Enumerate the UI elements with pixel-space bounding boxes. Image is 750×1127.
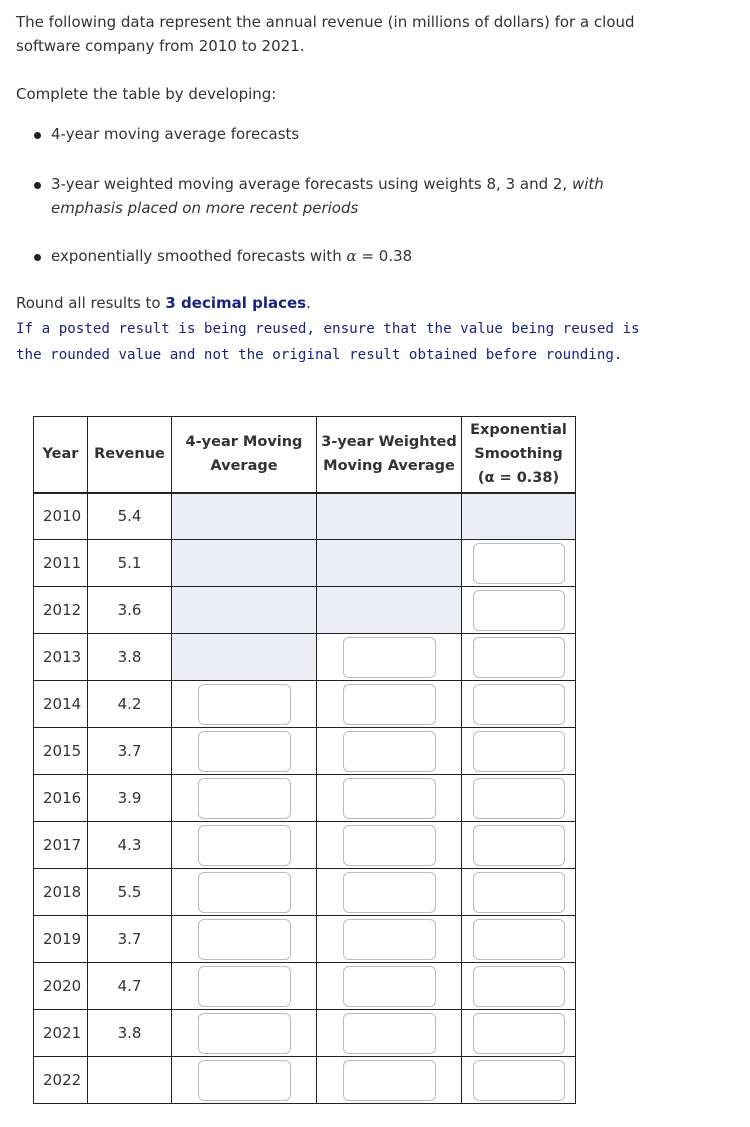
year-cell: 2022 [34, 1057, 88, 1104]
moving-average-cell [172, 1057, 317, 1104]
reuse-note: If a posted result is being reused, ensure that the value being reused is the rounded value and not the original result obtained before rounding. [16, 321, 640, 363]
revenue-cell: 3.9 [88, 775, 172, 822]
weighted-moving-average-cell [317, 1010, 462, 1057]
bullet-dot-icon [34, 254, 41, 261]
weighted-moving-average-input[interactable] [343, 966, 436, 1007]
year-cell: 2013 [34, 634, 88, 681]
table-header-row [34, 417, 576, 493]
moving-average-input[interactable] [198, 825, 291, 866]
table-row [34, 540, 576, 587]
rounding-suffix: . [306, 294, 311, 312]
revenue-cell: 3.8 [88, 1010, 172, 1057]
bullet-text: exponentially smoothed forecasts with [51, 247, 347, 265]
rounding-prefix: Round all results to [16, 294, 166, 312]
year-cell: 2019 [34, 916, 88, 963]
moving-average-cell [172, 1010, 317, 1057]
table-row [34, 493, 576, 540]
table-row [34, 1057, 576, 1104]
table-row [34, 869, 576, 916]
exponential-smoothing-input[interactable] [473, 1060, 565, 1101]
moving-average-cell [172, 681, 317, 728]
weighted-moving-average-cell [317, 1057, 462, 1104]
exponential-smoothing-cell [462, 1010, 576, 1057]
table-row [34, 822, 576, 869]
exponential-smoothing-cell [462, 728, 576, 775]
exponential-smoothing-input[interactable] [473, 637, 565, 678]
year-cell: 2020 [34, 963, 88, 1010]
weighted-moving-average-input[interactable] [343, 919, 436, 960]
alpha-symbol: α [346, 247, 357, 265]
weighted-moving-average-input[interactable] [343, 1013, 436, 1054]
header-es-line2: Smoothing [474, 446, 563, 463]
year-cell: 2012 [34, 587, 88, 634]
exponential-smoothing-input[interactable] [473, 590, 565, 631]
moving-average-cell [172, 822, 317, 869]
bullet-text: 4-year moving average forecasts [51, 125, 300, 143]
header-weighted-moving-average: 3-year Weighted Moving Average [317, 417, 462, 493]
moving-average-cell [172, 963, 317, 1010]
revenue-cell: 4.7 [88, 963, 172, 1010]
rounding-instruction [16, 291, 311, 315]
moving-average-disabled-cell [172, 587, 317, 634]
year-cell: 2011 [34, 540, 88, 587]
header-moving-average: 4-year Moving Average [172, 417, 317, 493]
exponential-smoothing-cell [462, 540, 576, 587]
exponential-smoothing-cell [462, 587, 576, 634]
exponential-smoothing-input[interactable] [473, 731, 565, 772]
revenue-cell: 4.3 [88, 822, 172, 869]
weighted-moving-average-input[interactable] [343, 637, 436, 678]
moving-average-input[interactable] [198, 1013, 291, 1054]
bullet-emphasis-text: with emphasis placed on more recent periods [51, 175, 604, 217]
table-row [34, 916, 576, 963]
year-cell: 2021 [34, 1010, 88, 1057]
weighted-moving-average-input[interactable] [343, 825, 436, 866]
weighted-moving-average-cell [317, 775, 462, 822]
moving-average-input[interactable] [198, 731, 291, 772]
bullet-moving-average [34, 122, 674, 146]
table-row [34, 1010, 576, 1057]
exponential-smoothing-input[interactable] [473, 966, 565, 1007]
weighted-moving-average-input[interactable] [343, 872, 436, 913]
year-cell: 2015 [34, 728, 88, 775]
exponential-smoothing-input[interactable] [473, 825, 565, 866]
year-cell: 2016 [34, 775, 88, 822]
weighted-moving-average-cell [317, 822, 462, 869]
exponential-smoothing-disabled-cell [462, 493, 576, 540]
revenue-cell: 3.7 [88, 916, 172, 963]
header-exponential-smoothing [462, 417, 576, 493]
weighted-moving-average-disabled-cell [317, 587, 462, 634]
moving-average-input[interactable] [198, 919, 291, 960]
bullet-weighted-average [34, 172, 674, 220]
table-row [34, 775, 576, 822]
bullet-exponential-smoothing [34, 244, 674, 268]
exponential-smoothing-input[interactable] [473, 778, 565, 819]
table-row [34, 587, 576, 634]
weighted-moving-average-cell [317, 681, 462, 728]
moving-average-input[interactable] [198, 1060, 291, 1101]
weighted-moving-average-input[interactable] [343, 684, 436, 725]
moving-average-disabled-cell [172, 493, 317, 540]
moving-average-disabled-cell [172, 540, 317, 587]
header-es-line3: (α = 0.38) [477, 470, 560, 487]
table-row [34, 963, 576, 1010]
moving-average-input[interactable] [198, 778, 291, 819]
weighted-moving-average-cell [317, 916, 462, 963]
moving-average-input[interactable] [198, 872, 291, 913]
exponential-smoothing-cell [462, 634, 576, 681]
problem-intro: The following data represent the annual revenue (in millions of dollars) for a cloud software company from 2010 to 2021. [16, 13, 635, 55]
year-cell: 2010 [34, 493, 88, 540]
weighted-moving-average-disabled-cell [317, 540, 462, 587]
table-row [34, 728, 576, 775]
exponential-smoothing-cell [462, 775, 576, 822]
rounding-decimal-places: 3 decimal places [165, 294, 307, 312]
year-cell: 2014 [34, 681, 88, 728]
exponential-smoothing-input[interactable] [473, 919, 565, 960]
exponential-smoothing-input[interactable] [473, 684, 565, 725]
exponential-smoothing-input[interactable] [473, 1013, 565, 1054]
moving-average-input[interactable] [198, 966, 291, 1007]
revenue-cell: 3.8 [88, 634, 172, 681]
weighted-moving-average-cell [317, 634, 462, 681]
exponential-smoothing-cell [462, 681, 576, 728]
moving-average-disabled-cell [172, 634, 317, 681]
exponential-smoothing-cell [462, 869, 576, 916]
header-year: Year [34, 417, 88, 493]
moving-average-input[interactable] [198, 684, 291, 725]
header-revenue: Revenue [88, 417, 172, 493]
instruction-label: Complete the table by developing: [16, 85, 277, 103]
revenue-cell: 5.5 [88, 869, 172, 916]
weighted-moving-average-input[interactable] [343, 731, 436, 772]
header-es-line1: Exponential [470, 422, 567, 439]
weighted-moving-average-cell [317, 963, 462, 1010]
bullet-dot-icon [34, 132, 41, 139]
moving-average-cell [172, 869, 317, 916]
revenue-cell: 3.7 [88, 728, 172, 775]
bullet-text: 3-year weighted moving average forecasts using weights 8, 3 and 2, [51, 175, 572, 193]
moving-average-cell [172, 775, 317, 822]
weighted-moving-average-cell [317, 869, 462, 916]
table-row [34, 681, 576, 728]
table-row [34, 634, 576, 681]
year-cell: 2017 [34, 822, 88, 869]
revenue-cell: 4.2 [88, 681, 172, 728]
forecast-table [33, 416, 576, 1104]
moving-average-cell [172, 916, 317, 963]
weighted-moving-average-disabled-cell [317, 493, 462, 540]
weighted-moving-average-cell [317, 728, 462, 775]
revenue-cell [88, 1057, 172, 1104]
year-cell: 2018 [34, 869, 88, 916]
exponential-smoothing-cell [462, 916, 576, 963]
exponential-smoothing-cell [462, 963, 576, 1010]
revenue-cell: 5.4 [88, 493, 172, 540]
weighted-moving-average-input[interactable] [343, 778, 436, 819]
exponential-smoothing-cell [462, 1057, 576, 1104]
revenue-cell: 5.1 [88, 540, 172, 587]
exponential-smoothing-input[interactable] [473, 872, 565, 913]
moving-average-cell [172, 728, 317, 775]
weighted-moving-average-input[interactable] [343, 1060, 436, 1101]
exponential-smoothing-input[interactable] [473, 543, 565, 584]
bullet-dot-icon [34, 182, 41, 189]
revenue-cell: 3.6 [88, 587, 172, 634]
alpha-value: = 0.38 [356, 247, 413, 265]
exponential-smoothing-cell [462, 822, 576, 869]
